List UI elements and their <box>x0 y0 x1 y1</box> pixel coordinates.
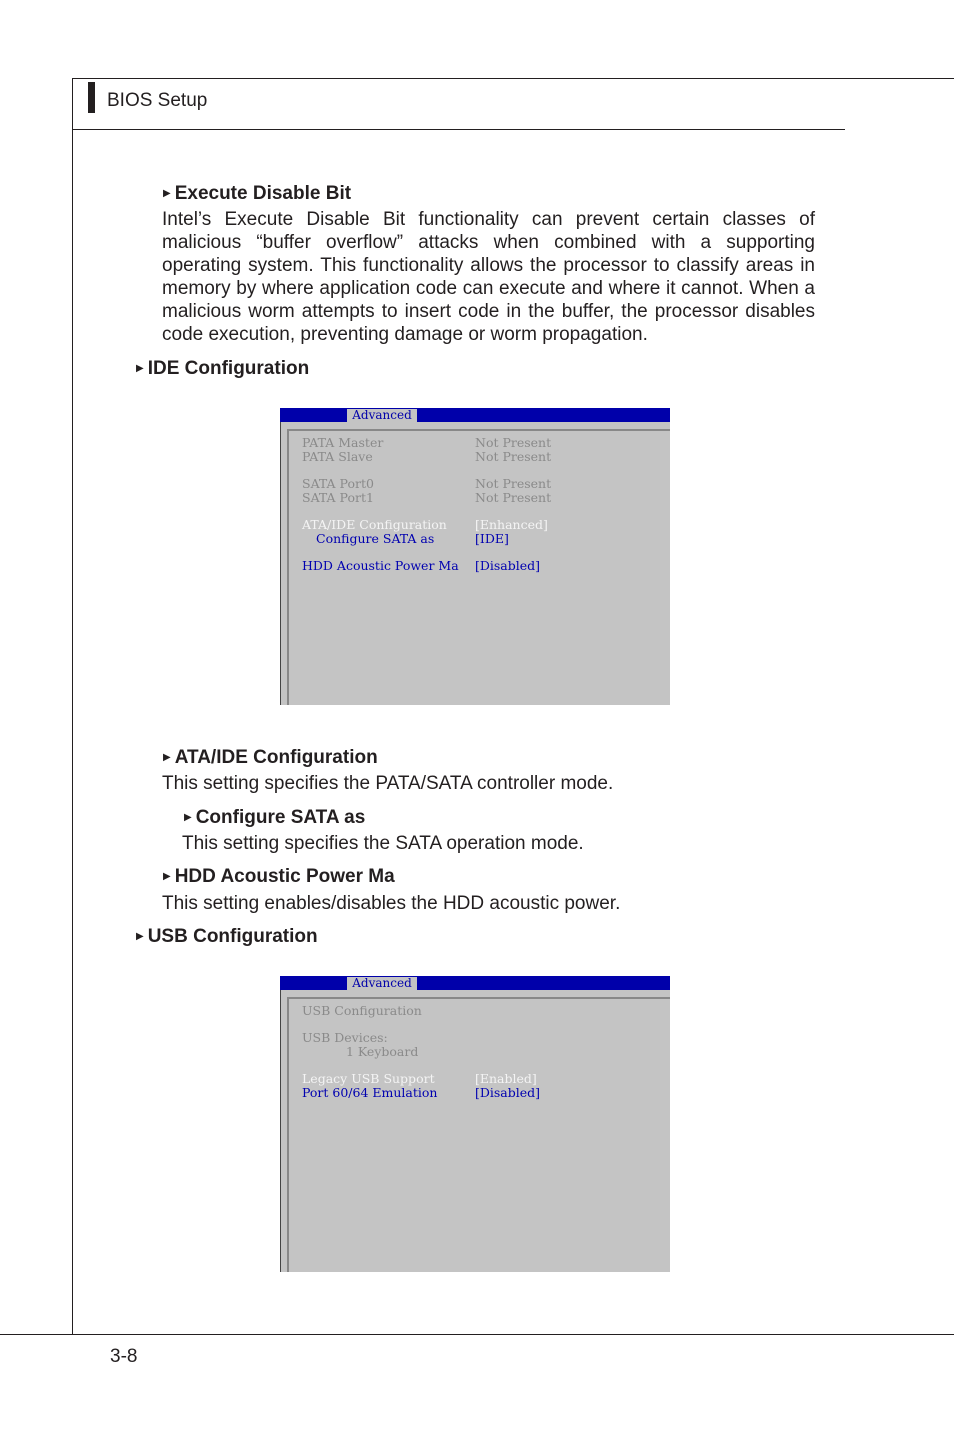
bios-row-label: SATA Port0 <box>302 476 374 491</box>
left-margin-rule <box>72 78 73 1335</box>
page-number: 3-8 <box>110 1346 138 1367</box>
bios-row-label: PATA Master <box>302 435 384 450</box>
execute-disable-description: Intel’s Execute Disable Bit functionality can prevent certain classes of malicious “buffer overflow” attacks when combined with a supporting operating system. This functionality allows the processor to classify areas in memory by where application code can execute and where it cannot. When a malicious worm attempts to insert code in the buffer, the processor disables code execution, preventing damage or worm propagation. <box>162 209 815 345</box>
header-top-rule <box>72 78 954 79</box>
heading-configure-sata-as: ▶ Configure SATA as <box>184 807 366 828</box>
bullet-arrow-icon: ▶ <box>136 363 144 374</box>
bios-menu-bar <box>280 976 670 990</box>
bios-row-value: Not Present <box>475 476 552 491</box>
bullet-arrow-icon: ▶ <box>136 931 144 942</box>
heading-ata-ide-configuration: ▶ ATA/IDE Configuration <box>163 747 378 768</box>
configure-sata-description: This setting specifies the SATA operation mode. <box>182 833 584 854</box>
bios-row-label: PATA Slave <box>302 449 373 464</box>
bios-tab-advanced[interactable]: Advanced <box>347 409 417 422</box>
header-bottom-rule <box>72 129 845 130</box>
bios-option-hdd-acoustic-label[interactable]: HDD Acoustic Power Ma <box>302 558 459 573</box>
heading-ide-configuration: ▶ IDE Configuration <box>136 358 310 379</box>
bios-option-port-emulation-value[interactable]: [Disabled] <box>475 1085 541 1100</box>
bios-screen-ide <box>280 408 670 705</box>
bios-screen-usb <box>280 976 670 1272</box>
bios-option-configure-sata-label[interactable]: Configure SATA as <box>316 531 435 546</box>
bios-usb-devices-value: 1 Keyboard <box>346 1044 419 1059</box>
bullet-arrow-icon: ▶ <box>163 871 171 882</box>
bullet-arrow-icon: ▶ <box>163 188 171 199</box>
bios-usb-title: USB Configuration <box>302 1003 422 1018</box>
bios-option-legacy-usb-label[interactable]: Legacy USB Support <box>302 1071 435 1086</box>
heading-execute-disable-bit: ▶ Execute Disable Bit <box>163 183 352 204</box>
bullet-arrow-icon: ▶ <box>163 752 171 763</box>
bios-option-legacy-usb-value[interactable]: [Enabled] <box>475 1071 537 1086</box>
bios-row-value: Not Present <box>475 449 552 464</box>
footer-rule <box>0 1334 954 1335</box>
bios-option-hdd-acoustic-value[interactable]: [Disabled] <box>475 558 541 573</box>
bios-option-ata-ide-value[interactable]: [Enhanced] <box>475 517 548 532</box>
bios-option-configure-sata-value[interactable]: [IDE] <box>475 531 509 546</box>
heading-hdd-acoustic-power: ▶ HDD Acoustic Power Ma <box>163 866 395 887</box>
bios-row-value: Not Present <box>475 435 552 450</box>
bios-option-port-emulation-label[interactable]: Port 60/64 Emulation <box>302 1085 438 1100</box>
bullet-arrow-icon: ▶ <box>184 812 192 823</box>
bios-row-label: SATA Port1 <box>302 490 374 505</box>
bios-tab-advanced[interactable]: Advanced <box>347 977 417 990</box>
ata-ide-description: This setting specifies the PATA/SATA controller mode. <box>162 773 614 794</box>
bios-option-ata-ide-label[interactable]: ATA/IDE Configuration <box>302 517 447 532</box>
bios-usb-devices-label: USB Devices: <box>302 1030 388 1045</box>
hdd-acoustic-description: This setting enables/disables the HDD acoustic power. <box>162 893 621 914</box>
header-marker <box>88 82 95 113</box>
bios-menu-bar <box>280 408 670 422</box>
page-header-title: BIOS Setup <box>107 90 208 111</box>
bios-row-value: Not Present <box>475 490 552 505</box>
heading-usb-configuration: ▶ USB Configuration <box>136 926 318 947</box>
